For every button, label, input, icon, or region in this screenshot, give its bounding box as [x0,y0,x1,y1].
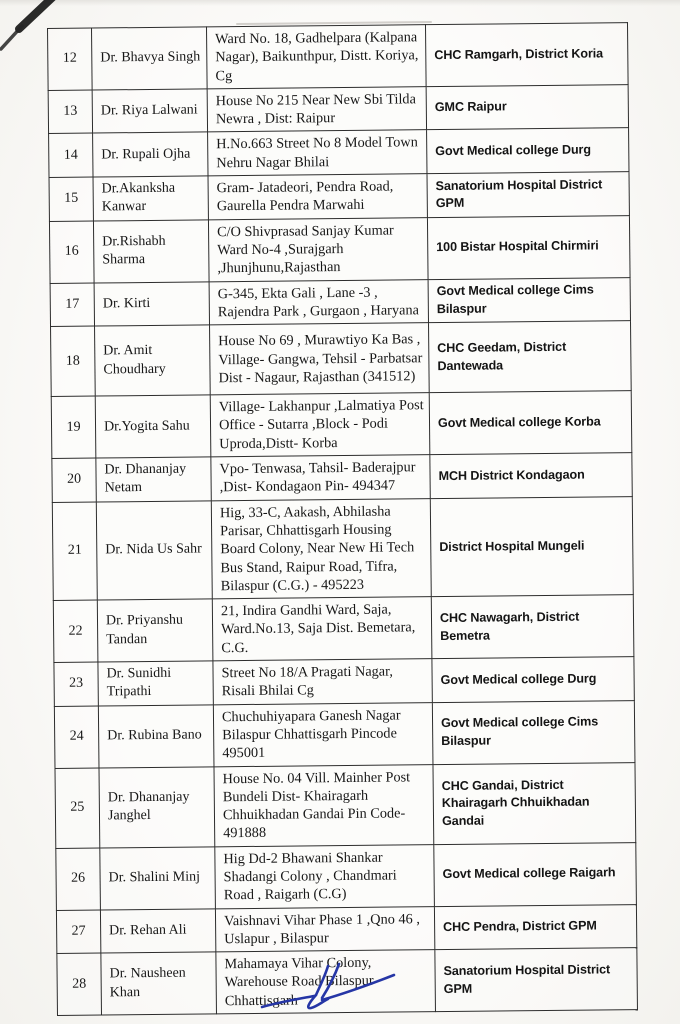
name-cell: Dr. Dhananjay Janghel [99,766,215,847]
posting-cell: Sanatorium Hospital District GPM [427,172,629,218]
posting-cell: MCH District Kondagaon [430,453,632,499]
serial-cell: 16 [49,221,94,283]
table-row [56,842,637,910]
name-cell: Dr. Shalini Minj [100,847,216,910]
name-cell: Dr. Nausheen Khan [101,952,217,1015]
name-cell: Dr.Akanksha Kanwar [93,176,208,221]
table-row [54,657,634,706]
posting-cell: Govt Medical college Korba [429,391,632,455]
table-row [51,391,632,459]
doctors-posting-table [47,22,638,1016]
address-cell: H.No.663 Street No 8 Model Town Nehru Nagar Bhilai [208,130,427,176]
address-cell: Village- Lakhanpur ,Lalmatiya Post Office - Sutarra ,Block - Podi Uproda,Distt- Korba [210,393,430,457]
posting-cell: CHC Pendra, District GPM [434,904,636,950]
table-row [51,321,632,397]
table-body [48,23,638,1016]
address-cell: Vpo- Tenwasa, Tahsil- Baderajpur ,Dist- Kondagaon Pin- 494347 [211,455,430,501]
name-cell: Dr. Bhavya Singh [92,27,208,90]
table-row [50,277,630,326]
serial-cell: 26 [56,848,101,910]
posting-cell: District Hospital Mungeli [430,496,633,597]
table-row [49,215,630,283]
address-cell: Street No 18/A Pragati Nagar, Risali Bhilai Cg [213,659,432,705]
table-container [47,22,637,1016]
address-cell: Chuchuhiyapara Ganesh Nagar Bilaspur Chhattisgarh Pincode 495001 [213,702,433,766]
serial-cell: 21 [52,502,97,601]
posting-cell: Govt Medical college Durg [427,128,629,174]
address-cell: House No 215 Near New Sbi Tilda Newra , Dist: Raipur [207,87,426,133]
posting-cell: Govt Medical college Raigarh [434,842,637,906]
name-cell: Dr. Amit Choudhary [95,325,211,396]
name-cell: Dr. Nida Us Sahr [96,501,212,601]
serial-cell: 15 [49,177,93,221]
address-cell: House No 69 , Murawtiyo Ka Bas , Village- Gangwa, Tehsil - Parbatsar Dist - Nagaur, Rajasthan (341512) [210,323,430,395]
serial-cell: 14 [49,134,93,178]
address-cell: Hig, 33-C, Aakash, Abhilasha Parisar, Chhattisgarh Housing Board Colony, Near New Hi Tech Bus Stand, Raipur Road, Tifra, Bilaspur (C.G.) - 495223 [211,498,431,599]
signature-strokes [262,964,394,1008]
name-cell: Dr.Rishabh Sharma [93,220,209,283]
posting-cell: CHC Gandai, District Khairagarh Chhuikhadan Gandai [433,762,636,844]
posting-cell: 100 Bistar Hospital Chirmiri [427,215,630,279]
name-cell: Dr. Priyanshu Tandan [97,599,213,662]
address-cell: Ward No. 18, Gadhelpara (Kalpana Nagar), Baikunthpur, Distt. Koriya, Cg [206,25,426,89]
table-row [52,453,632,502]
address-cell: C/O Shivprasad Sanjay Kumar Ward No-4 ,Surajgarh ,Jhunjhunu,Rajasthan [208,217,428,281]
table-row [54,700,635,768]
posting-cell: CHC Nawagarh, District Bemetra [431,595,634,659]
serial-cell: 19 [51,396,96,458]
serial-cell: 17 [50,283,94,327]
serial-cell: 13 [48,90,92,134]
serial-cell: 24 [54,706,99,768]
name-cell: Dr. Rupali Ojha [93,132,208,177]
posting-cell: Govt Medical college Durg [432,657,634,703]
scan-edge-shadow [0,0,680,6]
table-row [56,904,636,953]
posting-cell: Sanatorium Hospital District GPM [435,948,638,1012]
name-cell: Dr. Rehan Ali [100,908,215,953]
table-row [48,23,629,91]
serial-cell: 18 [51,326,96,396]
posting-cell: CHC Geedam, District Dantewada [429,321,632,393]
posting-cell: Govt Medical college Cims Bilaspur [428,277,630,323]
serial-cell: 25 [55,768,100,849]
address-cell: House No. 04 Vill. Mainher Post Bundeli Dist- Khairagarh Chhuikhadan Gandai Pin Code- 491888 [214,764,434,846]
posting-cell: Govt Medical college Cims Bilaspur [432,700,635,764]
table-row [53,595,634,663]
table-row [49,172,629,221]
address-cell: Gram- Jatadeori, Pendra Road, Gaurella Pendra Marwahi [208,174,427,220]
table-row [49,128,629,177]
address-cell: Mahamaya Vihar Colony, Warehouse Road Bilaspur Chhattisgarh [216,950,436,1014]
serial-cell: 23 [54,662,98,706]
serial-cell: 22 [53,600,98,662]
name-cell: Dr. Sunidhi Tripathi [98,661,213,706]
address-cell: 21, Indira Gandhi Ward, Saja, Ward.No.13, Saja Dist. Bemetara, C.G. [212,597,432,661]
serial-cell: 28 [57,953,102,1015]
table-row [52,496,633,600]
table-row [55,762,636,848]
name-cell: Dr. Kirti [94,281,209,326]
posting-cell: CHC Ramgarh, District Koria [425,23,628,87]
name-cell: Dr. Riya Lalwani [92,89,207,134]
serial-cell: 27 [56,910,100,954]
address-cell: G-345, Ekta Gali , Lane -3 , Rajendra Park , Gurgaon , Haryana [209,279,428,325]
signature [256,960,406,1012]
name-cell: Dr. Dhananjay Netam [96,457,211,502]
posting-cell: GMC Raipur [426,85,628,131]
address-cell: Vaishnavi Vihar Phase 1 ,Qno 46 , Uslapur , Bilaspur [215,906,434,952]
table-row [48,85,628,134]
serial-cell: 20 [52,458,96,502]
serial-cell: 12 [48,28,93,90]
name-cell: Dr. Rubina Bano [98,704,214,767]
address-cell: Hig Dd-2 Bhawani Shankar Shadangi Colony , Chandmari Road , Raigarh (C.G) [215,844,435,908]
name-cell: Dr.Yogita Sahu [95,395,211,458]
